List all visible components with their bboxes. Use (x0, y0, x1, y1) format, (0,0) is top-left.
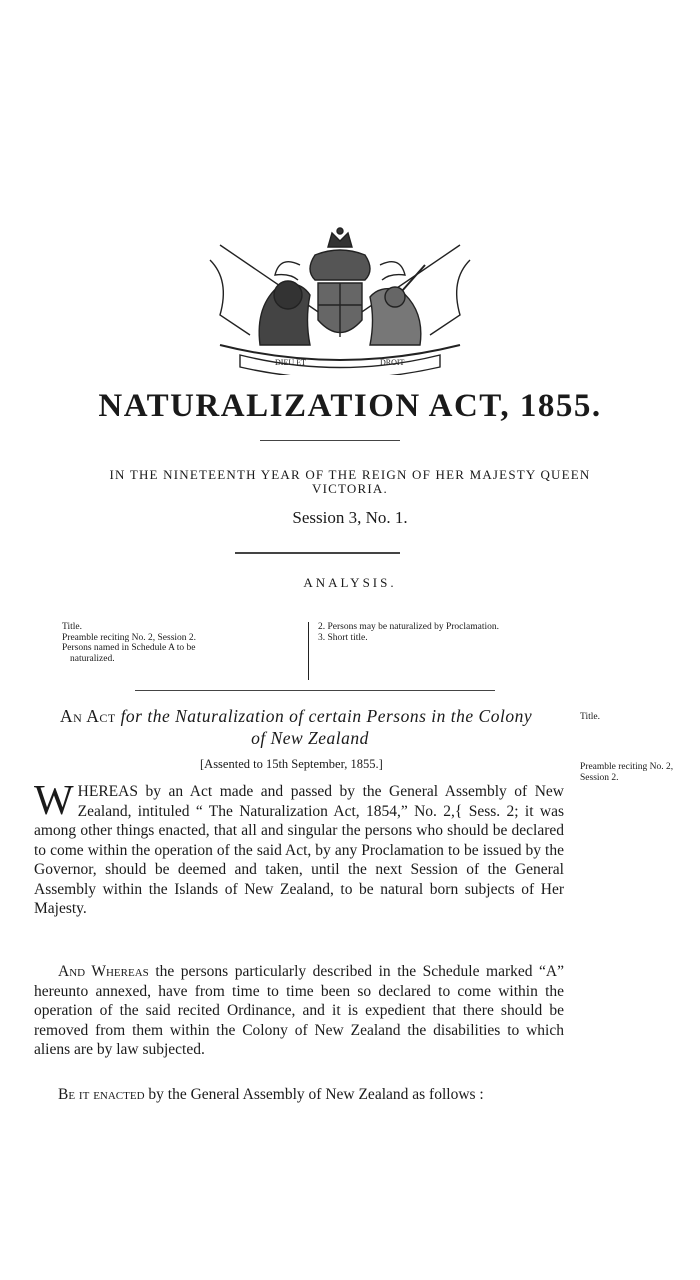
p2-lead: And Whereas (58, 963, 149, 980)
preamble-paragraph-1 (34, 778, 564, 919)
analysis-divider (308, 622, 309, 680)
p3-text: by the General Assembly of New Zealand as follows : (148, 1086, 484, 1103)
margin-note-title: Title. (580, 712, 600, 722)
assent-date: [Assented to 15th September, 1855.] (200, 757, 383, 771)
p1-text: HEREAS by an Act made and passed by the General Assembly of New Zealand, intituled “ The Naturalization Act, 1854,” No. 2,{ Sess. 2; it was among other things enacted, that all and singular the persons who should be declared to come within the operation of the said Act, by any Proclamation to be issued by the Governor, should be deemed and taken, until the next Session of the General Assembly within the Islands of New Zealand, to be natural born subjects of Her Majesty. (34, 783, 564, 917)
an-act-label: An Act (60, 706, 116, 726)
p2-text: the persons particularly described in the Schedule marked “A” hereunto annexed, have from time to time been so declared to come within the operation of the said recited Ordinance, and it is expedient that there should be removed from them within the Colony of New Zealand the disabilities to which aliens are by law subjected. (34, 963, 565, 1058)
session-divider (235, 552, 400, 554)
enacting-clause (34, 1085, 564, 1105)
drop-cap: W (34, 778, 74, 824)
act-title-line2: of New Zealand (251, 728, 369, 748)
crest-motto-right: DROIT (380, 358, 405, 367)
analysis-right-column (318, 622, 558, 643)
margin-note-preamble: Preamble reciting No. 2, Session 2. (580, 762, 674, 783)
analysis-right-item: 2. Persons may be naturalized by Proclamation. (318, 622, 499, 632)
analysis-heading: ANALYSIS. (303, 575, 397, 590)
analysis-left-item: Persons named in Schedule A to be naturalized. (62, 643, 196, 664)
preamble-paragraph-2 (34, 962, 564, 1060)
act-title-line1: for the Naturalization of certain Persons in the Colony (120, 706, 533, 726)
act-long-title (60, 705, 560, 749)
session-number: Session 3, No. 1. (292, 508, 408, 527)
p3-lead: Be it enacted (58, 1086, 145, 1103)
crest-motto-left: DIEU ET (275, 358, 306, 367)
analysis-left-item: Preamble reciting No. 2, Session 2. (62, 632, 197, 643)
analysis-left-item: Title. (62, 622, 82, 632)
reign-heading: IN THE NINETEENTH YEAR OF THE REIGN OF HER MAJESTY QUEEN VICTORIA. (109, 467, 591, 496)
analysis-left-column (62, 622, 302, 664)
title-divider (260, 440, 400, 441)
royal-coat-of-arms (180, 225, 500, 375)
page-title: NATURALIZATION ACT, 1855. (98, 388, 602, 424)
analysis-right-item: 3. Short title. (318, 632, 368, 643)
analysis-bottom-divider (135, 690, 495, 691)
